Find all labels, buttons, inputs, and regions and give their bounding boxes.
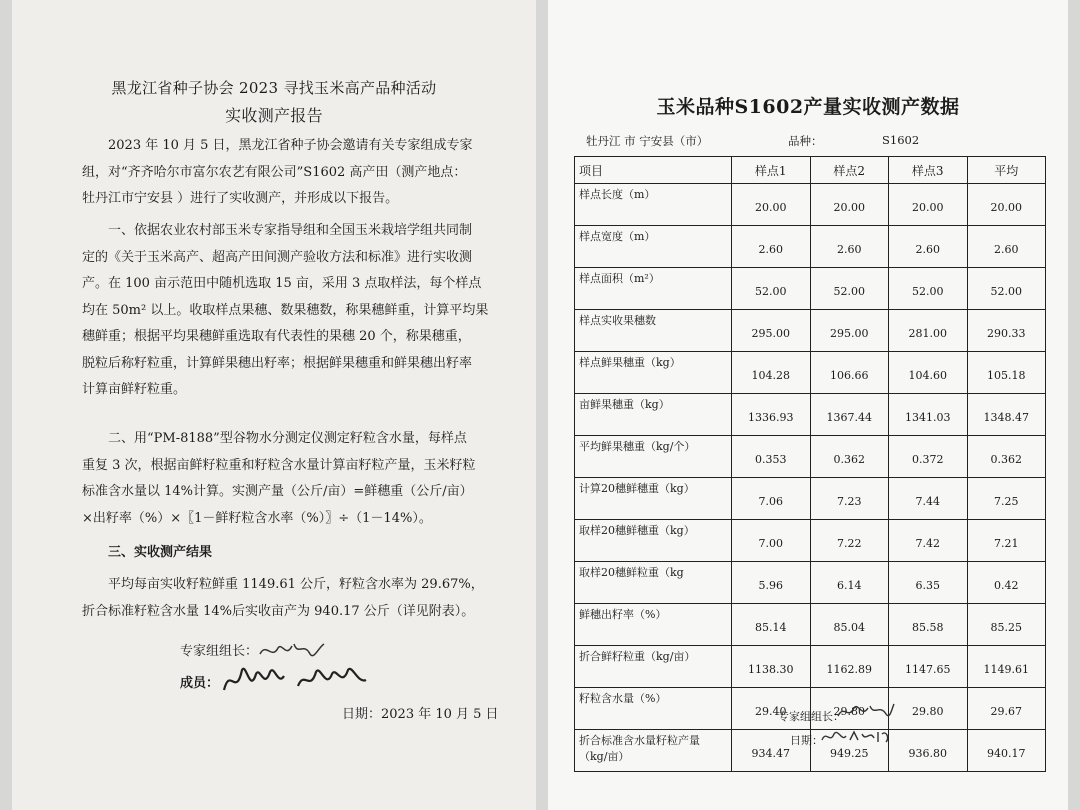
report-date: 日期：2023 年 10 月 5 日 (342, 707, 499, 722)
intro-line: 2023 年 10 月 5 日，黑龙江省种子协会邀请有关专家组成专家 (108, 138, 473, 153)
table-cell: 52.00 (810, 268, 889, 310)
section-one-line: 产。在 100 亩示范田中随机选取 15 亩，采用 3 点取样法，每个样点 (82, 276, 482, 291)
table-cell: 52.00 (732, 268, 811, 310)
table-cell: 0.372 (889, 436, 968, 478)
table-cell: 104.60 (889, 352, 968, 394)
table-cell: 105.18 (967, 352, 1046, 394)
section-two-line: 二、用“PM-8188”型谷物水分测定仪测定籽粒含水量，每样点 (108, 431, 467, 446)
table-cell: 7.23 (810, 478, 889, 520)
table-cell: 6.35 (889, 562, 968, 604)
table-cell: 1348.47 (967, 394, 1046, 436)
table-cell: 295.00 (810, 310, 889, 352)
table-row (575, 352, 1046, 394)
section-two-line: 标准含水量以 14%计算。实测产量（公斤/亩）=鲜穗重（公斤/亩） (82, 484, 473, 499)
table-cell: 7.42 (889, 520, 968, 562)
table-cell: 1336.93 (732, 394, 811, 436)
table-row (575, 478, 1046, 520)
table-cell: 281.00 (889, 310, 968, 352)
table-leader-signature (836, 700, 896, 724)
table-cell: 934.47 (732, 730, 811, 772)
table-cell: 106.66 (810, 352, 889, 394)
table-cell: 290.33 (967, 310, 1046, 352)
table-cell: 936.80 (889, 730, 968, 772)
section-one-line: 一、依据农业农村部玉米专家指导组和全国玉米栽培学组共同制 (108, 223, 473, 238)
members-label: 成员： (180, 676, 220, 691)
table-cell: 85.25 (967, 604, 1046, 646)
table-row (575, 268, 1046, 310)
column-header: 样点1 (732, 157, 811, 184)
table-cell: 1367.44 (810, 394, 889, 436)
expert-leader-label: 专家组组长： (180, 644, 259, 659)
table-cell: 7.21 (967, 520, 1046, 562)
row-label: 折合标准含水量籽粒产量（kg/亩） (575, 730, 732, 772)
table-cell: 7.44 (889, 478, 968, 520)
table-cell: 2.60 (967, 226, 1046, 268)
table-cell: 7.22 (810, 520, 889, 562)
table-cell: 2.60 (732, 226, 811, 268)
table-cell: 2.60 (889, 226, 968, 268)
table-cell: 20.00 (732, 184, 811, 226)
variety-label: 品种： (788, 134, 823, 148)
table-cell: 104.28 (732, 352, 811, 394)
column-header: 平均 (967, 157, 1046, 184)
table-cell: 5.96 (732, 562, 811, 604)
location-field: 牡丹江 市 宁安县（市） (586, 134, 709, 148)
section-one-line: 穗鲜重；根据平均果穗鲜重选取有代表性的果穗 20 个，称果穗重， (82, 329, 471, 344)
table-cell: 20.00 (810, 184, 889, 226)
table-cell: 85.04 (810, 604, 889, 646)
row-label: 平均鲜果穗重（kg/个） (575, 436, 732, 478)
table-cell: 949.25 (810, 730, 889, 772)
section-three-line: 折合标准籽粒含水量 14%后实收亩产为 940.17 公斤（详见附表）。 (82, 603, 475, 619)
row-label: 折合鲜籽粒重（kg/亩） (575, 646, 732, 688)
row-label: 鲜穗出籽率（%） (575, 604, 732, 646)
row-label: 取样20穗鲜粒重（kg (575, 562, 732, 604)
table-row (575, 184, 1046, 226)
table-row (575, 394, 1046, 436)
row-label: 计算20穗鲜穗重（kg） (575, 478, 732, 520)
row-label: 样点鲜果穗重（kg） (575, 352, 732, 394)
yield-data-table (574, 156, 1046, 772)
column-header: 样点3 (889, 157, 968, 184)
table-row (575, 436, 1046, 478)
row-label: 籽粒含水量（%） (575, 688, 732, 730)
column-header: 样点2 (810, 157, 889, 184)
section-three-line: 平均每亩实收籽粒鲜重 1149.61 公斤，籽粒含水率为 29.67%， (108, 577, 484, 592)
section-two-line: ×出籽率（%）×〖1－鲜籽粒含水率（%）〗÷（1－14%）。 (82, 510, 432, 526)
table-row (575, 562, 1046, 604)
table-cell: 7.25 (967, 478, 1046, 520)
members-signature (220, 660, 380, 702)
table-cell: 6.14 (810, 562, 889, 604)
report-page (12, 0, 536, 810)
table-cell: 1149.61 (967, 646, 1046, 688)
table-row (575, 520, 1046, 562)
section-two-line: 重复 3 次，根据亩鲜籽粒重和籽粒含水量计算亩籽粒产量，玉米籽粒 (82, 457, 476, 473)
table-header-row (575, 157, 1046, 184)
section-one-line: 脱粒后称籽粒重，计算鲜果穗出籽率；根据鲜果穗重和鲜果穗出籽率 (82, 355, 473, 371)
table-row (575, 604, 1046, 646)
section-one-line: 计算亩鲜籽粒重。 (82, 382, 187, 397)
table-cell: 1147.65 (889, 646, 968, 688)
row-label: 样点实收果穗数 (575, 310, 732, 352)
table-date-handwriting (820, 726, 892, 748)
table-cell: 1138.30 (732, 646, 811, 688)
table-cell: 52.00 (889, 268, 968, 310)
table-cell: 0.42 (967, 562, 1046, 604)
table-row (575, 226, 1046, 268)
row-label: 样点长度（m） (575, 184, 732, 226)
table-cell: 0.362 (810, 436, 889, 478)
table-cell: 0.353 (732, 436, 811, 478)
table-cell: 52.00 (967, 268, 1046, 310)
row-label: 亩鲜果穗重（kg） (575, 394, 732, 436)
table-row (575, 646, 1046, 688)
table-cell: 1341.03 (889, 394, 968, 436)
table-cell: 20.00 (889, 184, 968, 226)
section-one-line: 均在 50m² 以上。收取样点果穗、数果穗数，称果穗鲜重，计算平均果 (82, 302, 489, 318)
table-leader-label: 专家组组长： (778, 710, 844, 723)
data-page (548, 0, 1068, 810)
variety-value: S1602 (882, 133, 920, 147)
table-cell: 2.60 (810, 226, 889, 268)
table-cell: 29.40 (732, 688, 811, 730)
table-title: 玉米品种S1602产量实收测产数据 (656, 96, 960, 118)
intro-paragraph (82, 133, 488, 213)
table-cell: 0.362 (967, 436, 1046, 478)
table-cell: 295.00 (732, 310, 811, 352)
row-label: 样点宽度（m） (575, 226, 732, 268)
table-cell: 29.80 (889, 688, 968, 730)
table-cell: 20.00 (967, 184, 1046, 226)
row-label: 取样20穗鲜穗重（kg） (575, 520, 732, 562)
intro-line: 组，对“齐齐哈尔市富尔农艺有限公司”S1602 高产田（测产地点： (82, 164, 467, 180)
table-cell: 29.67 (967, 688, 1046, 730)
table-cell: 7.06 (732, 478, 811, 520)
table-cell: 85.58 (889, 604, 968, 646)
table-cell: 1162.89 (810, 646, 889, 688)
table-date-label: 日期： (790, 734, 823, 747)
report-subtitle: 实收测产报告 (225, 106, 323, 125)
report-title: 黑龙江省种子协会 2023 寻找玉米高产品种活动 (111, 79, 437, 97)
row-label: 样点面积（m²） (575, 268, 732, 310)
intro-line: 牡丹江市宁安县 ）进行了实收测产，并形成以下报告。 (82, 191, 399, 206)
column-header: 项目 (575, 157, 732, 184)
section-one-line: 定的《关于玉米高产、超高产田间测产验收方法和标准》进行实收测 (82, 249, 473, 265)
section-three-heading: 三、实收测产结果 (108, 545, 213, 560)
section-one-paragraph (82, 218, 488, 404)
section-two-paragraph (82, 426, 488, 532)
table-row (575, 310, 1046, 352)
table-cell: 940.17 (967, 730, 1046, 772)
table-cell: 29.80 (810, 688, 889, 730)
table-cell: 85.14 (732, 604, 811, 646)
section-three-paragraph (82, 572, 488, 625)
table-cell: 7.00 (732, 520, 811, 562)
